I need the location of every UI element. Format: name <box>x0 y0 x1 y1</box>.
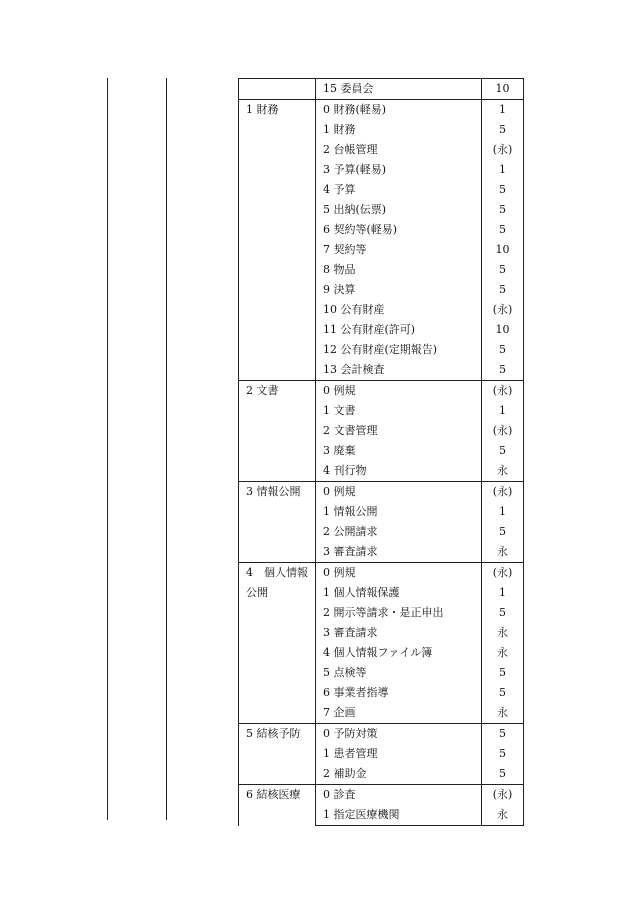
retention-period: (永) <box>482 421 524 441</box>
item-cell <box>316 381 482 402</box>
table-row <box>239 785 524 806</box>
retention-period: 10 <box>482 240 524 260</box>
retention-period: 5 <box>482 180 524 200</box>
item-name: 公有財産(定期報告) <box>340 343 438 356</box>
item-name: 委員会 <box>340 82 374 95</box>
item-name: 文書管理 <box>333 424 378 437</box>
item-cell <box>316 744 482 764</box>
item-number: 2 <box>323 424 330 437</box>
retention-period: 5 <box>482 280 524 300</box>
group-label: 4 個人情報 <box>246 566 308 579</box>
retention-period: 10 <box>482 79 524 100</box>
item-name: 出納(伝票) <box>333 203 387 216</box>
item-cell <box>316 200 482 220</box>
item-name: 公開請求 <box>333 525 378 538</box>
group-label: 3 情報公開 <box>246 485 301 498</box>
item-name: 個人情報ファイル簿 <box>333 646 433 659</box>
item-name: 財務(軽易) <box>333 103 387 116</box>
item-number: 5 <box>323 666 330 679</box>
item-name: 刊行物 <box>333 464 367 477</box>
item-name: 会計検査 <box>340 363 385 376</box>
retention-period: (永) <box>482 381 524 402</box>
item-cell <box>316 340 482 360</box>
retention-period: (永) <box>482 482 524 503</box>
item-name: 廃棄 <box>333 444 356 457</box>
item-name: 台帳管理 <box>333 143 378 156</box>
retention-period: 5 <box>482 744 524 764</box>
retention-period: 1 <box>482 502 524 522</box>
retention-period: 10 <box>482 320 524 340</box>
item-name: 情報公開 <box>333 505 378 518</box>
item-name: 契約等 <box>333 243 367 256</box>
item-number: 4 <box>323 183 330 196</box>
item-cell <box>316 140 482 160</box>
table-row <box>239 482 524 503</box>
group-label: 1 財務 <box>246 103 279 116</box>
retention-period: 永 <box>482 461 524 482</box>
item-number: 1 <box>323 586 330 599</box>
item-number: 5 <box>323 203 330 216</box>
item-name: 公有財産 <box>340 303 385 316</box>
item-cell <box>316 360 482 381</box>
group-label: 2 文書 <box>246 384 279 397</box>
retention-period: 5 <box>482 764 524 785</box>
item-number: 4 <box>323 646 330 659</box>
item-number: 2 <box>323 767 330 780</box>
item-number: 1 <box>323 123 330 136</box>
item-number: 0 <box>323 566 330 579</box>
table-row <box>239 381 524 402</box>
item-cell <box>316 441 482 461</box>
item-name: 審査請求 <box>333 545 378 558</box>
item-cell <box>316 300 482 320</box>
item-name: 例規 <box>333 384 356 397</box>
item-number: 2 <box>323 606 330 619</box>
table-row <box>239 79 524 100</box>
item-name: 審査請求 <box>333 626 378 639</box>
item-number: 7 <box>323 243 330 256</box>
item-number: 13 <box>323 363 337 376</box>
retention-period: 5 <box>482 200 524 220</box>
item-cell <box>316 724 482 745</box>
item-name: 企画 <box>333 706 356 719</box>
item-name: 事業者指導 <box>333 686 389 699</box>
table-row <box>239 100 524 121</box>
item-number: 11 <box>323 323 337 336</box>
retention-period: (永) <box>482 140 524 160</box>
item-cell <box>316 240 482 260</box>
item-cell <box>316 100 482 121</box>
outer-column-line-2 <box>166 78 167 820</box>
item-cell <box>316 461 482 482</box>
retention-period: 1 <box>482 401 524 421</box>
item-number: 4 <box>323 464 330 477</box>
group-cell <box>239 381 316 482</box>
item-name: 物品 <box>333 263 356 276</box>
item-cell <box>316 785 482 806</box>
item-cell <box>316 180 482 200</box>
retention-period: 5 <box>482 724 524 745</box>
retention-period: 5 <box>482 441 524 461</box>
item-name: 予防対策 <box>333 727 378 740</box>
group-cell <box>239 482 316 563</box>
item-number: 2 <box>323 143 330 156</box>
item-cell <box>316 120 482 140</box>
item-cell <box>316 502 482 522</box>
item-name: 例規 <box>333 566 356 579</box>
item-number: 3 <box>323 626 330 639</box>
item-cell <box>316 280 482 300</box>
item-number: 0 <box>323 103 330 116</box>
item-name: 患者管理 <box>333 747 378 760</box>
item-number: 12 <box>323 343 337 356</box>
item-cell <box>316 663 482 683</box>
retention-period: 1 <box>482 160 524 180</box>
item-number: 8 <box>323 263 330 276</box>
retention-period: (永) <box>482 785 524 806</box>
retention-period: 5 <box>482 522 524 542</box>
item-cell <box>316 482 482 503</box>
item-name: 公有財産(許可) <box>340 323 416 336</box>
retention-period: 永 <box>482 703 524 724</box>
item-number: 3 <box>323 444 330 457</box>
retention-period: 1 <box>482 100 524 121</box>
item-number: 15 <box>323 82 337 95</box>
retention-period: 5 <box>482 220 524 240</box>
retention-period: (永) <box>482 563 524 584</box>
group-cell <box>239 79 316 100</box>
item-name: 文書 <box>333 404 356 417</box>
table-row <box>239 563 524 584</box>
item-number: 0 <box>323 788 330 801</box>
item-cell <box>316 260 482 280</box>
item-number: 0 <box>323 485 330 498</box>
item-number: 3 <box>323 545 330 558</box>
item-cell <box>316 583 482 603</box>
item-cell <box>316 160 482 180</box>
item-number: 0 <box>323 727 330 740</box>
item-cell <box>316 603 482 623</box>
item-number: 7 <box>323 706 330 719</box>
item-cell <box>316 522 482 542</box>
item-number: 1 <box>323 505 330 518</box>
item-name: 予算 <box>333 183 356 196</box>
item-cell <box>316 220 482 240</box>
retention-period: (永) <box>482 300 524 320</box>
item-number: 6 <box>323 223 330 236</box>
item-number: 6 <box>323 686 330 699</box>
retention-period: 5 <box>482 663 524 683</box>
item-name: 点検等 <box>333 666 367 679</box>
item-number: 2 <box>323 525 330 538</box>
item-number: 3 <box>323 163 330 176</box>
retention-period: 永 <box>482 623 524 643</box>
retention-period: 永 <box>482 805 524 826</box>
group-cell <box>239 724 316 785</box>
item-cell <box>316 703 482 724</box>
item-cell <box>316 79 482 100</box>
item-cell <box>316 764 482 785</box>
retention-schedule-table <box>238 78 524 826</box>
item-name: 予算(軽易) <box>333 163 387 176</box>
item-name: 開示等請求・是正申出 <box>333 606 444 619</box>
item-number: 1 <box>323 747 330 760</box>
item-name: 個人情報保護 <box>333 586 400 599</box>
retention-period: 1 <box>482 583 524 603</box>
retention-period: 5 <box>482 260 524 280</box>
group-label: 6 結核医療 <box>246 788 301 801</box>
outer-column-line-1 <box>107 78 108 820</box>
retention-period: 5 <box>482 603 524 623</box>
item-name: 財務 <box>333 123 356 136</box>
item-name: 指定医療機関 <box>333 808 400 821</box>
item-name: 例規 <box>333 485 356 498</box>
item-cell <box>316 320 482 340</box>
item-cell <box>316 542 482 563</box>
item-cell <box>316 421 482 441</box>
item-number: 0 <box>323 384 330 397</box>
retention-period: 5 <box>482 120 524 140</box>
retention-period: 5 <box>482 360 524 381</box>
retention-period: 永 <box>482 542 524 563</box>
group-cell <box>239 785 316 826</box>
group-label: 公開 <box>246 586 268 599</box>
group-label: 5 結核予防 <box>246 727 301 740</box>
group-cell <box>239 563 316 724</box>
item-cell <box>316 401 482 421</box>
item-cell <box>316 643 482 663</box>
item-name: 契約等(軽易) <box>333 223 398 236</box>
item-number: 1 <box>323 404 330 417</box>
item-number: 1 <box>323 808 330 821</box>
item-name: 診査 <box>333 788 356 801</box>
item-number: 9 <box>323 283 330 296</box>
retention-period: 5 <box>482 683 524 703</box>
table-row <box>239 724 524 745</box>
item-name: 補助金 <box>333 767 367 780</box>
item-name: 決算 <box>333 283 356 296</box>
group-cell <box>239 100 316 381</box>
item-cell <box>316 683 482 703</box>
item-cell <box>316 623 482 643</box>
item-cell <box>316 805 482 826</box>
item-number: 10 <box>323 303 337 316</box>
item-cell <box>316 563 482 584</box>
retention-period: 永 <box>482 643 524 663</box>
retention-period: 5 <box>482 340 524 360</box>
